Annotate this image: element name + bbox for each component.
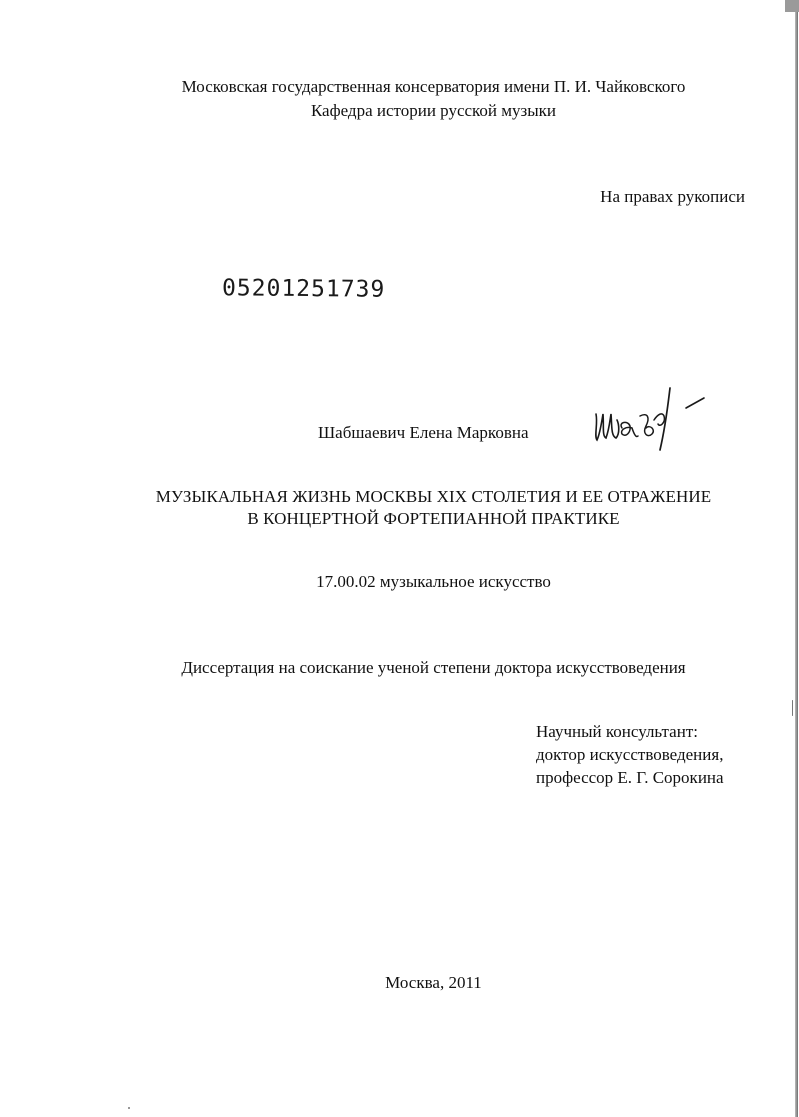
- dissertation-title-line-1: МУЗЫКАЛЬНАЯ ЖИЗНЬ МОСКВЫ XIX СТОЛЕТИЯ И ЕЕ ОТРАЖЕНИЕ: [155, 487, 712, 506]
- consultant-degree: доктор искусствоведения,: [536, 745, 724, 764]
- scan-edge-right: [795, 0, 798, 1117]
- signature-text: Шаб: [588, 384, 590, 385]
- consultant-label: Научный консультант:: [536, 722, 698, 741]
- scan-edge-top: [785, 0, 799, 12]
- consultant-name: профессор Е. Г. Сорокина: [536, 768, 724, 787]
- rights-note: На правах рукописи: [600, 187, 745, 206]
- dissertation-title-line-2: В КОНЦЕРТНОЙ ФОРТЕПИАННОЙ ПРАКТИКЕ: [247, 509, 620, 528]
- author-signature: [588, 384, 712, 458]
- specialty-code: 17.00.02 музыкальное искусство: [316, 572, 551, 591]
- library-stamp-number: 05201251739: [221, 275, 386, 303]
- department-name: Кафедра истории русской музыки: [310, 101, 557, 120]
- city-year: Москва, 2011: [385, 973, 482, 992]
- scan-speck: [128, 1107, 130, 1109]
- author-name: Шабшаевич Елена Марковна: [318, 423, 529, 442]
- dissertation-type: Диссертация на соискание ученой степени доктора искусствоведения: [181, 658, 686, 677]
- institution-name: Московская государственная консерватория имени П. И. Чайковского: [181, 77, 686, 96]
- scan-speck: [792, 700, 793, 716]
